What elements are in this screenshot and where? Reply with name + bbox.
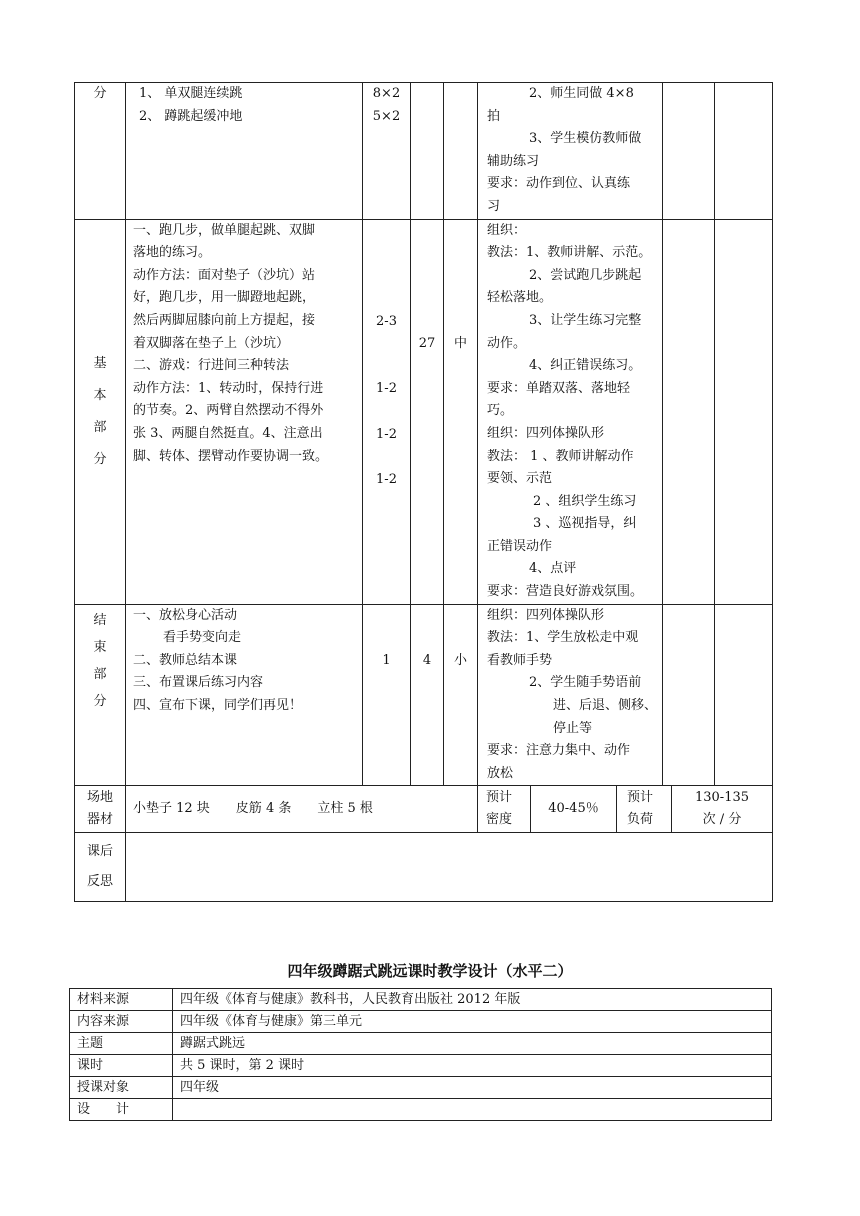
- info-label: 授课对象: [70, 1077, 173, 1099]
- load-value: 130-135 次 / 分: [694, 789, 750, 828]
- content-cell: 1、 单双腿连续跳 2、 蹲跳起缓冲地: [126, 83, 363, 220]
- time-cell: 4: [411, 604, 444, 786]
- method-cell: 组织：四列体操队形 教法：1、学生放松走中观 看教师手势 2、学生随手势语前 进、后退、侧移、 停止等 要求：注意力集中、动作 放松: [478, 604, 663, 786]
- info-value: 蹲踞式跳远: [173, 1033, 772, 1055]
- row-basic: [75, 219, 773, 604]
- lesson-info-table: [69, 988, 772, 1121]
- info-value: 四年级: [173, 1077, 772, 1099]
- info-label: 设 计: [70, 1099, 173, 1121]
- content-cell: 一、放松身心活动 看手势变向走 二、教师总结本课 三、布置课后练习内容 四、宣布下课，同学们再见！: [126, 604, 363, 786]
- section-label: 结 束 部 分: [75, 604, 126, 786]
- lesson-plan-table: [74, 82, 773, 902]
- page-title: 四年级蹲踞式跳远课时教学设计（水平二）: [287, 962, 573, 980]
- section-label: 基 本 部 分: [75, 219, 126, 604]
- info-row: [70, 1011, 772, 1033]
- blank-cell: [715, 604, 773, 786]
- info-label: 材料来源: [70, 989, 173, 1011]
- info-value: [173, 1099, 772, 1121]
- info-row: [70, 1099, 772, 1121]
- row-preparation: [75, 83, 773, 220]
- equipment-content: 小垫子 12 块 皮筋 4 条 立柱 5 根: [126, 786, 478, 833]
- info-value: 四年级《体育与健康》第三单元: [173, 1011, 772, 1033]
- blank-cell: [715, 83, 773, 220]
- section-label: 分: [75, 83, 126, 220]
- info-label: 课时: [70, 1055, 173, 1077]
- density-value: 40-45％: [531, 786, 617, 832]
- intensity-cell: 小: [444, 604, 478, 786]
- reflection-content: [126, 833, 773, 902]
- reps-cell: 2-3 1-2 1-2 1-2: [363, 219, 411, 604]
- density-label: 预计 密度: [478, 786, 531, 832]
- info-row: [70, 1077, 772, 1099]
- info-value: 共 5 课时，第 2 课时: [173, 1055, 772, 1077]
- intensity-cell: [444, 83, 478, 220]
- info-row: [70, 1055, 772, 1077]
- reflection-label: 课后 反思: [75, 833, 126, 902]
- time-cell: 27: [411, 219, 444, 604]
- blank-cell: [663, 83, 715, 220]
- load-density-cell: [478, 786, 773, 833]
- info-value: 四年级《体育与健康》教科书，人民教育出版社 2012 年版: [173, 989, 772, 1011]
- intensity-cell: 中: [444, 219, 478, 604]
- row-equipment: [75, 786, 773, 833]
- row-ending: [75, 604, 773, 786]
- info-row: [70, 989, 772, 1011]
- blank-cell: [663, 604, 715, 786]
- reps-cell: 1: [363, 604, 411, 786]
- method-cell: 组织： 教法：1、教师讲解、示范。 2、尝试跑几步跳起 轻松落地。 3、让学生练习完整 动作。 4、纠正错误练习。 要求：单踏双落、落地轻 巧。 组织：四列体操队形 教法： 1 、教师讲解动作 要领、示范 2 、组织学生练习 3 、巡视指导，纠 正错误动作 4、点评 要求：营造良好游戏氛围。: [478, 219, 663, 604]
- time-cell: [411, 83, 444, 220]
- info-row: [70, 1033, 772, 1055]
- content-cell: 一、跑几步，做单腿起跳、双脚 落地的练习。 动作方法：面对垫子（沙坑）站 好，跑几步，用一脚蹬地起跳， 然后两脚屈膝向前上方提起，接 着双脚落在垫子上（沙坑） 二、游戏：行进间三种转法 动作方法：1、转动时，保持行进 的节奏。2、两臂自然摆动不得外 张 3、两腿自然挺直。4、注意出 脚、转体、摆臂动作要协调一致。: [126, 219, 363, 604]
- info-label: 主题: [70, 1033, 173, 1055]
- blank-cell: [715, 219, 773, 604]
- load-label: 预计 负荷: [617, 786, 672, 832]
- row-reflection: [75, 833, 773, 902]
- blank-cell: [663, 219, 715, 604]
- reps-cell: 8×2 5×2: [363, 83, 411, 220]
- method-cell: 2、师生同做 4×8 拍 3、学生模仿教师做 辅助练习 要求：动作到位、认真练 习: [478, 83, 663, 220]
- equipment-label: 场地 器材: [75, 786, 126, 833]
- info-label: 内容来源: [70, 1011, 173, 1033]
